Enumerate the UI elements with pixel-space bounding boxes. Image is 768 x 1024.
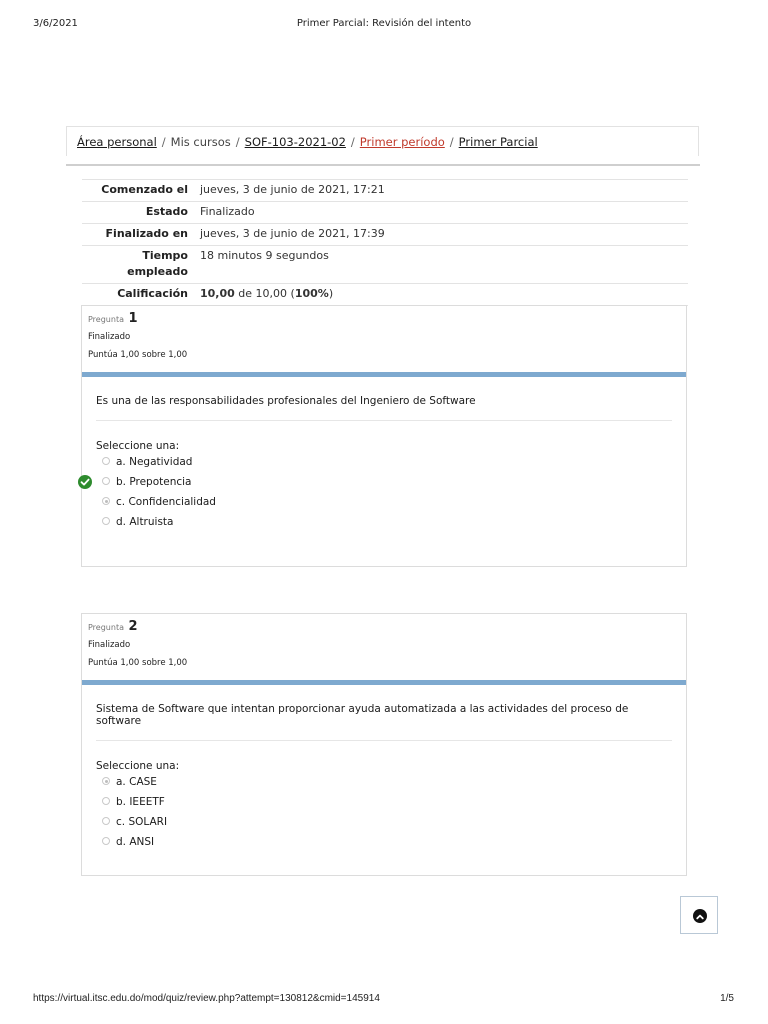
summary-label: Comenzado el bbox=[82, 180, 200, 202]
breadcrumb-mis-cursos: Mis cursos bbox=[170, 135, 231, 149]
answer-option-label: d. Altruista bbox=[116, 516, 174, 528]
radio-button[interactable] bbox=[102, 457, 110, 465]
radio-button[interactable] bbox=[102, 817, 110, 825]
radio-button[interactable] bbox=[102, 477, 110, 485]
question-text: Sistema de Software que intentan proporcionar ayuda automatizada a las actividades del proceso de software bbox=[96, 703, 672, 741]
breadcrumb-separator: / bbox=[350, 135, 355, 149]
answer-option-label: c. Confidencialidad bbox=[116, 496, 216, 508]
question-number-value: 2 bbox=[128, 619, 138, 634]
grade-score: 10,00 bbox=[200, 287, 235, 300]
summary-value bbox=[200, 284, 688, 306]
question-content bbox=[82, 685, 686, 852]
question-state: Finalizado bbox=[88, 332, 131, 342]
grade-of: de 10,00 ( bbox=[238, 287, 295, 300]
answer-option[interactable] bbox=[96, 512, 672, 532]
grade-close: ) bbox=[328, 287, 334, 300]
breadcrumb-separator: / bbox=[449, 135, 454, 149]
summary-row-time bbox=[82, 246, 688, 284]
answer-option-label: a. CASE bbox=[116, 776, 157, 788]
question-card bbox=[81, 613, 687, 876]
chevron-up-circle-icon bbox=[693, 909, 707, 923]
print-url: https://virtual.itsc.edu.do/mod/quiz/review.php?attempt=130812&cmid=145914 bbox=[33, 993, 380, 1004]
breadcrumb-area-personal[interactable]: Área personal bbox=[77, 135, 157, 149]
attempt-summary-table bbox=[82, 179, 688, 306]
question-info bbox=[82, 306, 686, 372]
question-label: Pregunta bbox=[88, 315, 124, 324]
question-content bbox=[82, 377, 686, 532]
question-grade: Puntúa 1,00 sobre 1,00 bbox=[88, 658, 188, 668]
summary-row-grade bbox=[82, 284, 688, 306]
answer-option-label: d. ANSI bbox=[116, 836, 155, 848]
back-to-top-button[interactable] bbox=[680, 896, 718, 934]
summary-row-finished bbox=[82, 224, 688, 246]
radio-button[interactable] bbox=[102, 797, 110, 805]
question-card bbox=[81, 305, 687, 567]
summary-value: jueves, 3 de junio de 2021, 17:39 bbox=[200, 224, 688, 246]
answer-prompt: Seleccione una: bbox=[96, 760, 180, 772]
breadcrumb-divider bbox=[66, 164, 700, 166]
breadcrumb-course[interactable]: SOF-103-2021-02 bbox=[244, 135, 346, 149]
breadcrumb-primer-parcial[interactable]: Primer Parcial bbox=[458, 135, 538, 149]
answer-option-label: b. IEEETF bbox=[116, 796, 165, 808]
question-label: Pregunta bbox=[88, 623, 124, 632]
summary-label-line2: empleado bbox=[127, 265, 188, 278]
summary-value: jueves, 3 de junio de 2021, 17:21 bbox=[200, 180, 688, 202]
radio-button-selected[interactable] bbox=[102, 777, 110, 785]
summary-label: Calificación bbox=[82, 284, 200, 306]
summary-label: Estado bbox=[82, 202, 200, 224]
answer-option-label: b. Prepotencia bbox=[116, 476, 192, 488]
breadcrumb-separator: / bbox=[161, 135, 166, 149]
answer-prompt: Seleccione una: bbox=[96, 440, 180, 452]
question-number-value: 1 bbox=[128, 311, 138, 326]
radio-button[interactable] bbox=[102, 837, 110, 845]
answer-option[interactable] bbox=[96, 812, 672, 832]
question-grade: Puntúa 1,00 sobre 1,00 bbox=[88, 350, 188, 360]
print-date: 3/6/2021 bbox=[33, 18, 78, 29]
answer-option-label: c. SOLARI bbox=[116, 816, 168, 828]
summary-value: Finalizado bbox=[200, 202, 688, 224]
print-title: Primer Parcial: Revisión del intento bbox=[296, 18, 472, 29]
check-circle-icon bbox=[78, 475, 92, 489]
summary-label: Finalizado en bbox=[82, 224, 200, 246]
summary-row-state bbox=[82, 202, 688, 224]
answer-option[interactable] bbox=[96, 792, 672, 812]
answer-option[interactable] bbox=[96, 832, 672, 852]
answer-option[interactable] bbox=[96, 772, 672, 792]
summary-label-line1: Tiempo bbox=[142, 249, 188, 262]
radio-button[interactable] bbox=[102, 517, 110, 525]
question-state: Finalizado bbox=[88, 640, 131, 650]
answer-option[interactable] bbox=[96, 472, 672, 492]
breadcrumb-primer-periodo[interactable]: Primer período bbox=[359, 135, 445, 149]
print-page-count: 1/5 bbox=[720, 993, 734, 1004]
question-number bbox=[88, 619, 680, 634]
answer-option[interactable] bbox=[96, 492, 672, 512]
answer-option-label: a. Negatividad bbox=[116, 456, 193, 468]
summary-value: 18 minutos 9 segundos bbox=[200, 246, 688, 284]
grade-percent: 100% bbox=[294, 287, 329, 300]
radio-button-selected[interactable] bbox=[102, 497, 110, 505]
summary-label bbox=[82, 246, 200, 284]
breadcrumb bbox=[66, 126, 699, 156]
answer-option[interactable] bbox=[96, 452, 672, 472]
question-text: Es una de las responsabilidades profesionales del Ingeniero de Software bbox=[96, 395, 672, 421]
question-info bbox=[82, 614, 686, 680]
summary-row-started bbox=[82, 180, 688, 202]
breadcrumb-separator: / bbox=[235, 135, 240, 149]
question-number bbox=[88, 311, 680, 326]
